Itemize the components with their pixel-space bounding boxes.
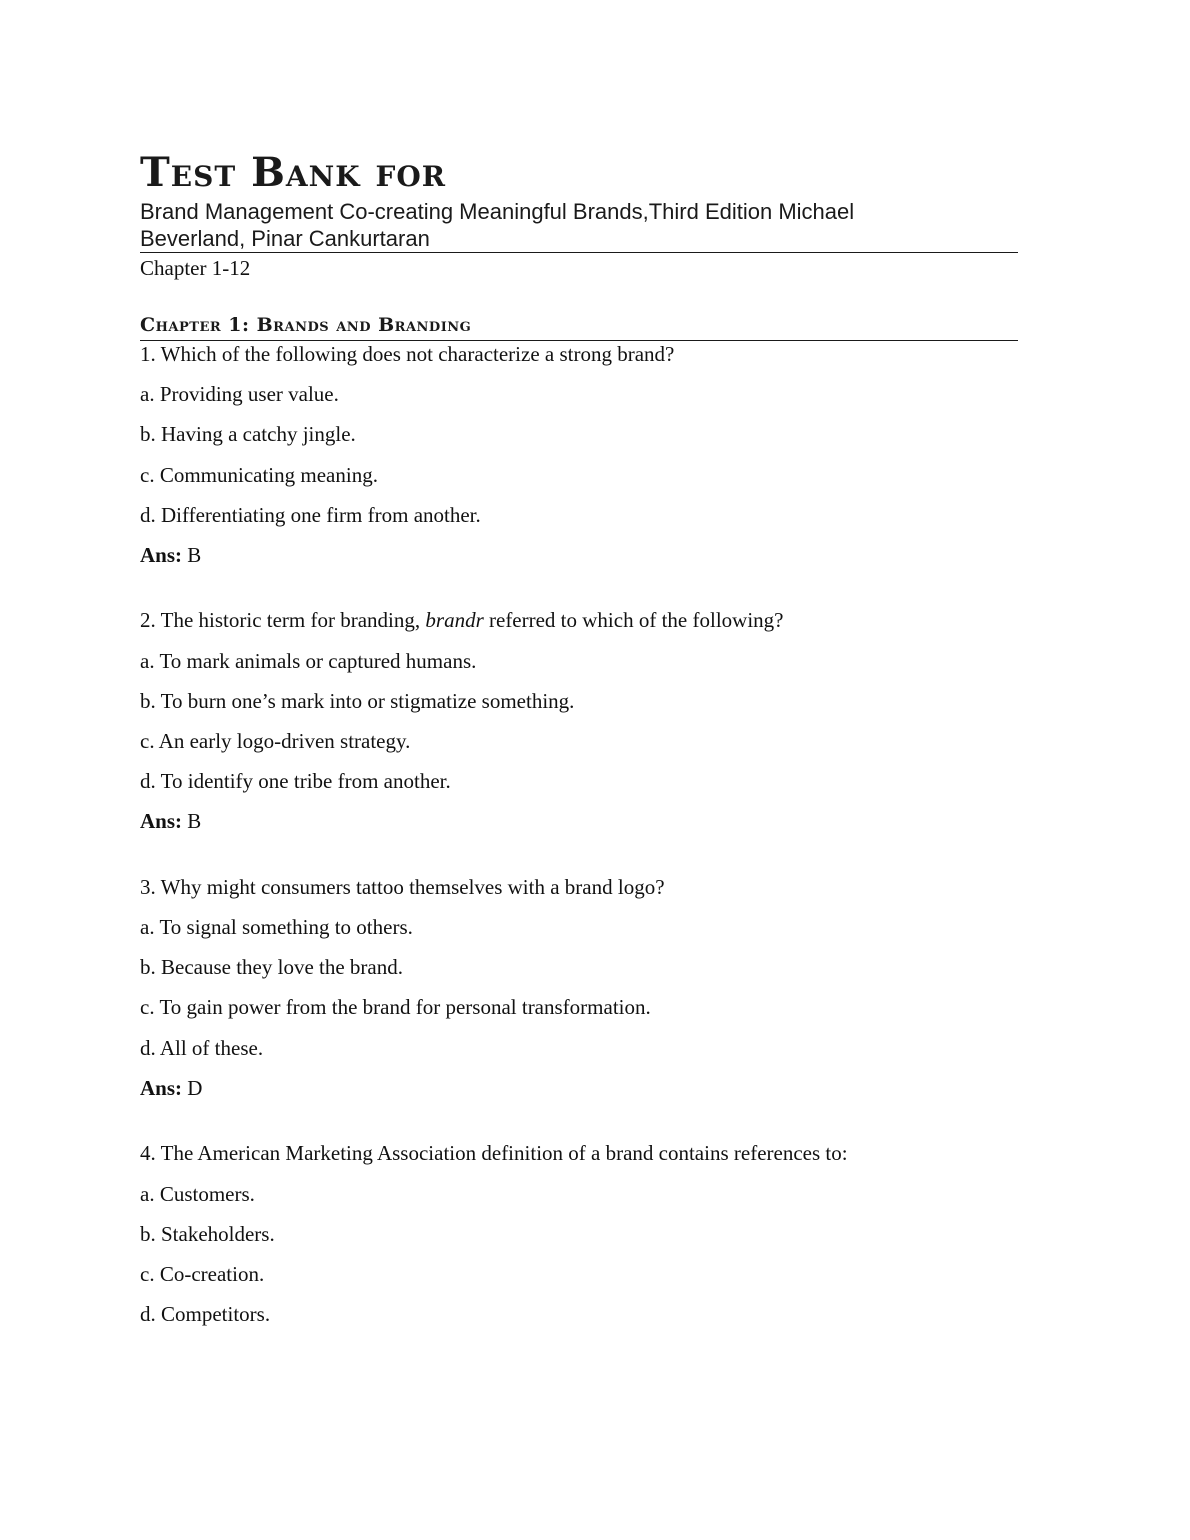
question-1 <box>140 342 1040 568</box>
question-list <box>140 342 1040 1368</box>
question-stem <box>140 608 1040 633</box>
question-stem: 3. Why might consumers tattoo themselves with a brand logo? <box>140 874 665 899</box>
answer-option-a: a. To mark animals or captured humans. <box>140 648 477 673</box>
answer-option-d: d. Competitors. <box>140 1302 271 1327</box>
answer-option-a: a. To signal something to others. <box>140 915 413 940</box>
question-stem: 1. Which of the following does not characterize a strong brand? <box>140 342 675 366</box>
title-divider <box>140 252 1018 253</box>
answer-option-b: b. To burn one’s mark into or stigmatize something. <box>140 688 575 713</box>
answer-value: B <box>187 809 202 834</box>
answer-value: D <box>187 1075 203 1100</box>
answer-key <box>140 1076 1040 1101</box>
answer-label: Ans: <box>140 1075 183 1100</box>
question-stem: 4. The American Marketing Association definition of a brand contains references to: <box>140 1141 848 1166</box>
document-title: Test Bank for <box>140 149 447 196</box>
chapter-divider <box>140 340 1018 341</box>
answer-label: Ans: <box>140 542 183 567</box>
answer-key <box>140 809 1040 834</box>
answer-option-b: b. Having a catchy jingle. <box>140 422 356 447</box>
answer-option-c: c. Co-creation. <box>140 1261 265 1286</box>
answer-value: B <box>187 542 202 567</box>
answer-option-c: c. To gain power from the brand for personal transformation. <box>140 995 651 1020</box>
question-stem-term: brandr <box>425 608 484 633</box>
answer-option-d: d. Differentiating one firm from another. <box>140 502 481 527</box>
answer-label: Ans: <box>140 809 183 834</box>
answer-option-a: a. Providing user value. <box>140 382 339 407</box>
answer-option-c: c. An early logo-driven strategy. <box>140 729 411 753</box>
question-stem-end: referred to which of the following? <box>483 608 784 633</box>
question-stem-start: 2. The historic term for branding, <box>140 608 426 633</box>
question-3 <box>140 875 1040 1101</box>
answer-option-b: b. Because they love the brand. <box>140 955 403 980</box>
answer-option-d: d. All of these. <box>140 1035 264 1060</box>
document-subtitle: Brand Management Co-creating Meaningful Brands,Third Edition Michael Beverland, Pinar Cankurtaran <box>140 199 855 251</box>
chapter-heading: Chapter 1: Brands and Branding <box>140 314 472 336</box>
answer-option-c: c. Communicating meaning. <box>140 462 378 487</box>
answer-option-b: b. Stakeholders. <box>140 1221 275 1246</box>
question-2 <box>140 608 1040 834</box>
answer-option-a: a. Customers. <box>140 1181 255 1206</box>
answer-option-d: d. To identify one tribe from another. <box>140 769 451 794</box>
question-4 <box>140 1141 1040 1327</box>
chapter-range: Chapter 1-12 <box>140 256 251 280</box>
answer-key <box>140 543 1040 568</box>
